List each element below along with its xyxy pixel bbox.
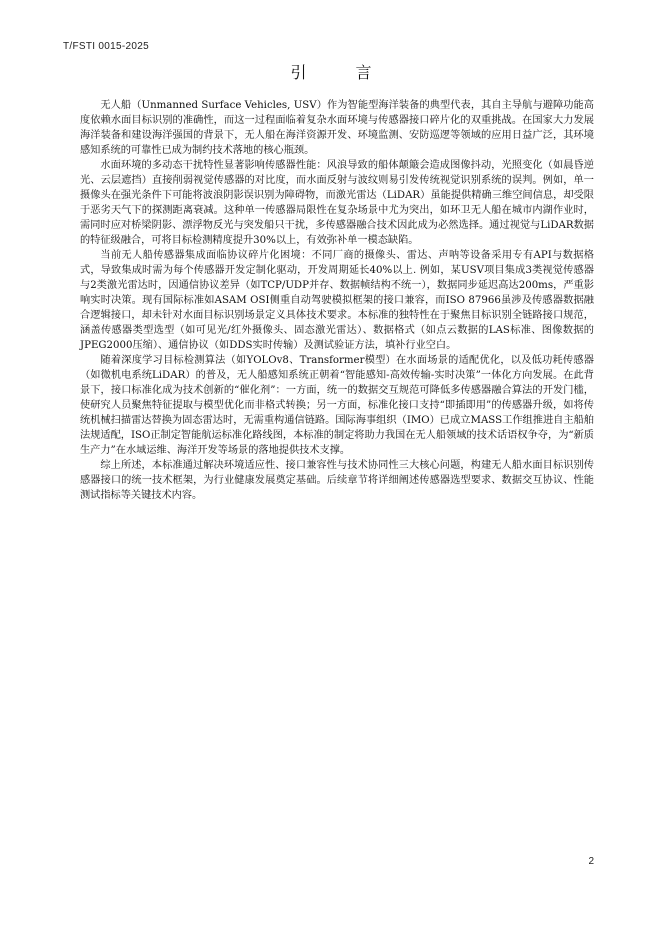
introduction-body bbox=[80, 98, 594, 503]
page-title: 引 言 bbox=[290, 63, 394, 82]
paragraph: 随着深度学习目标检测算法（如YOLOv8、Transformer模型）在水面场景的适配优化，以及低功耗传感器（如微机电系统LiDAR）的普及，无人船感知系统正朝着“智能感知-高效传输-实时决策”一体化方向发展。在此背景下，接口标准化成为技术创新的“催化剂”：一方面，统一的数据交互规范可降低多传感器融合算法的开发门槛，使研究人员聚焦特征提取与模型优化而非格式转换；另一方面，标准化接口支持“即插即用”的传感器升级，如将传统机械扫描雷达替换为固态雷达时，无需重构通信链路。国际海事组织（IMO）已成立MASS工作组推进自主船舶法规适配，ISO正制定智能航运标准化路线图，本标准的制定将助力我国在无人船领域的技术话语权争夺，为“新质生产力”在水域运维、海洋开发等场景的落地提供技术支撑。 bbox=[80, 355, 594, 456]
paragraph: 综上所述，本标准通过解决环境适应性、接口兼容性与技术协同性三大核心问题，构建无人船水面目标识别传感器接口的统一技术框架，为行业健康发展奠定基础。后续章节将详细阐述传感器选型要求、数据交互协议、性能测试指标等关键技术内容。 bbox=[80, 460, 594, 501]
paragraph: 当前无人船传感器集成面临协议碎片化困境：不同厂商的摄像头、雷达、声呐等设备采用专有API与数据格式，导致集成时需为每个传感器开发定制化驱动，开发周期延长40%以上. 例如，某USV项目集成3类视觉传感器与2类激光雷达时，因通信协议差异（如TCP/UDP并存、数据帧结构不统一），数据同步延迟高达200ms，严重影响实时决策。现有国际标准如ASAM OSI侧重自动驾驶模拟框架的接口兼容，而ISO 87966虽涉及传感器数据融合逻辑接口，却未针对水面目标识别场景定义具体技术要求。本标准的独特性在于聚焦目标识别全链路接口规范，涵盖传感器类型选型（如可见光/红外摄像头、固态激光雷达）、数据格式（如点云数据的LAS标准、图像数据的JPEG2000压缩）、通信协议（如DDS实时传输）及测试验证方法，填补行业空白。 bbox=[80, 250, 594, 351]
paragraph: 无人船（Unmanned Surface Vehicles, USV）作为智能型海洋装备的典型代表，其自主导航与避障功能高度依赖水面目标识别的准确性，而这一过程面临着复杂水面环境与传感器接口碎片化的双重挑战。在国家大力发展海洋装备和建设海洋强国的背景下，无人船在海洋资源开发、环境监测、安防巡逻等领域的应用日益广泛，其环境感知系统的可靠性已成为制约技术落地的核心瓶颈。 bbox=[80, 100, 594, 156]
page-number: 2 bbox=[588, 856, 594, 867]
paragraph: 水面环境的多动态干扰特性显著影响传感器性能：风浪导致的船体颠簸会造成图像抖动，光照变化（如晨昏逆光、云层遮挡）直接削弱视觉传感器的对比度，而水面反射与波纹则易引发传统视觉识别系统的误判。例如，单一摄像头在强光条件下可能将波浪阴影误识别为障碍物，而激光雷达（LiDAR）虽能提供精确三维空间信息，却受限于恶劣天气下的探测距离衰减。这种单一传感器局限性在复杂场景中尤为突出，如环卫无人船在城市内湖作业时，需同时应对桥梁阴影、漂浮物反光与突发船只干扰，多传感器融合技术因此成为必然选择。通过视觉与LiDAR数据的特征级融合，可将目标检测精度提升30%以上，有效弥补单一模态缺陷。 bbox=[80, 160, 594, 246]
document-code: T/FSTI 0015-2025 bbox=[63, 41, 149, 52]
